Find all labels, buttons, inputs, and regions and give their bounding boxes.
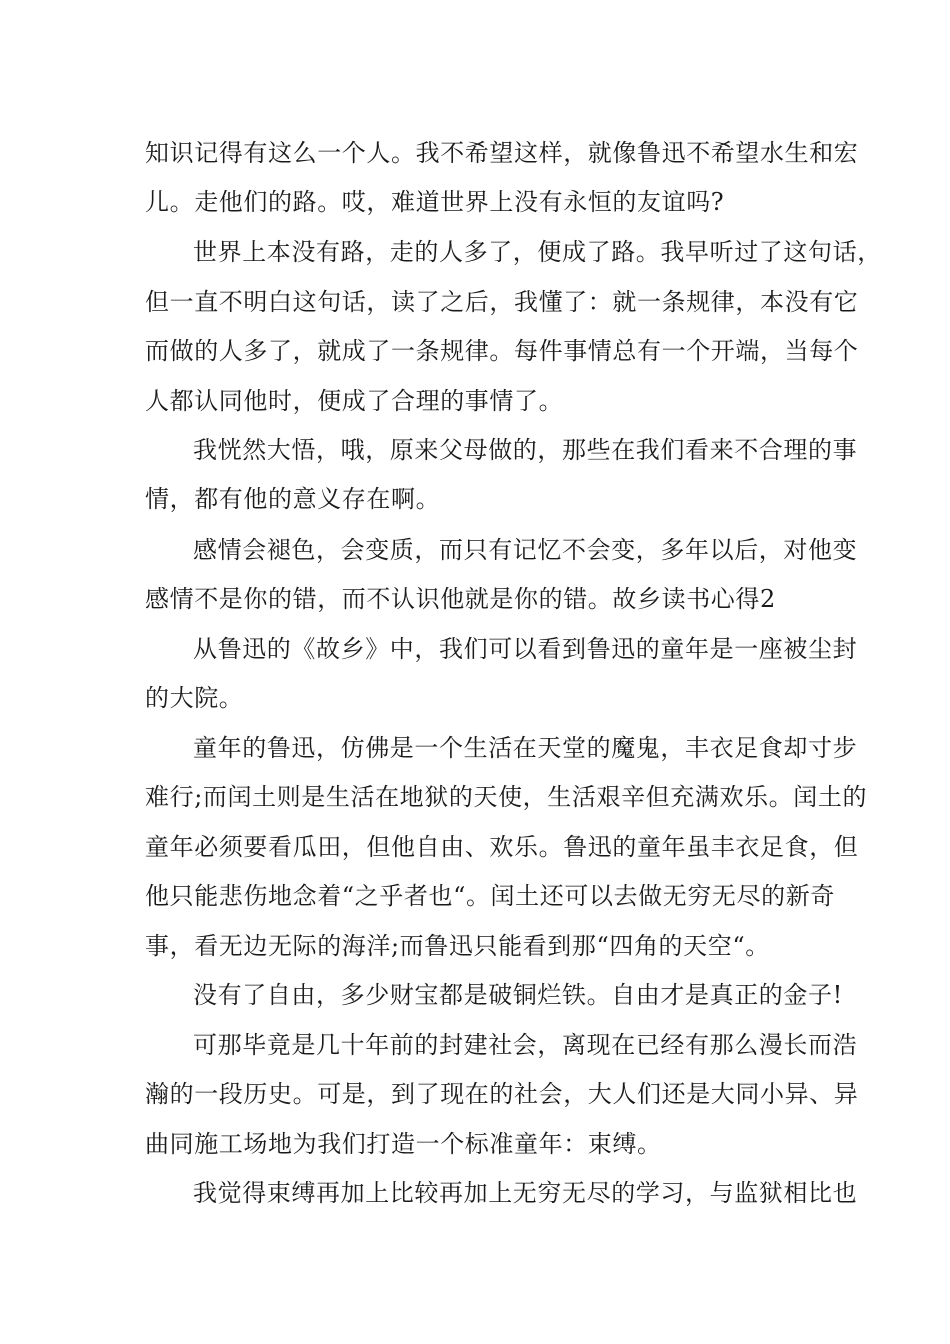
text-line: 感情不是你的错，而不认识他就是你的错。故乡读书心得2 — [145, 585, 776, 613]
text-line: 人都认同他时，便成了合理的事情了。 — [145, 387, 564, 415]
paragraph-start-line: 没有了自由，多少财宝都是破铜烂铁。自由才是真正的金子! — [193, 981, 843, 1009]
paragraph-start-line: 童年的鲁迅，仿佛是一个生活在天堂的魔鬼，丰衣足食却寸步 — [193, 734, 858, 762]
text-line: 的大院。 — [145, 684, 244, 712]
paragraph-start-line: 我恍然大悟，哦，原来父母做的，那些在我们看来不合理的事 — [193, 436, 858, 464]
text-line: 知识记得有这么一个人。我不希望这样，就像鲁迅不希望水生和宏 — [145, 139, 859, 167]
text-line: 而做的人多了，就成了一条规律。每件事情总有一个开端，当每个 — [145, 337, 859, 365]
paragraph-start-line: 可那毕竟是几十年前的封建社会，离现在已经有那么漫长而浩 — [193, 1031, 858, 1059]
text-line: 事，看无边无际的海洋;而鲁迅只能看到那“四角的天空“。 — [145, 932, 770, 960]
paragraph-start-line: 世界上本没有路，走的人多了，便成了路。我早听过了这句话， — [193, 238, 882, 266]
text-line: 情，都有他的意义存在啊。 — [145, 485, 441, 513]
text-line: 儿。走他们的路。哎，难道世界上没有永恒的友谊吗? — [145, 188, 725, 216]
text-line: 他只能悲伤地念着“之乎者也“。闰土还可以去做无穷无尽的新奇 — [145, 882, 835, 910]
text-line: 难行;而闰土则是生活在地狱的天使，生活艰辛但充满欢乐。闰土的 — [145, 783, 868, 811]
text-line: 但一直不明白这句话，读了之后，我懂了：就一条规律，本没有它 — [145, 288, 859, 316]
text-line: 童年必须要看瓜田，但他自由、欢乐。鲁迅的童年虽丰衣足食，但 — [145, 833, 859, 861]
paragraph-start-line: 从鲁迅的《故乡》中，我们可以看到鲁迅的童年是一座被尘封 — [193, 635, 858, 663]
paragraph-start-line: 感情会褪色，会变质，而只有记忆不会变，多年以后，对他变 — [193, 536, 858, 564]
text-line: 瀚的一段历史。可是，到了现在的社会，大人们还是大同小异、异 — [145, 1080, 859, 1108]
paragraph-start-line: 我觉得束缚再加上比较再加上无穷无尽的学习，与监狱相比也 — [193, 1179, 858, 1207]
text-line: 曲同施工场地为我们打造一个标准童年：束缚。 — [145, 1130, 662, 1158]
